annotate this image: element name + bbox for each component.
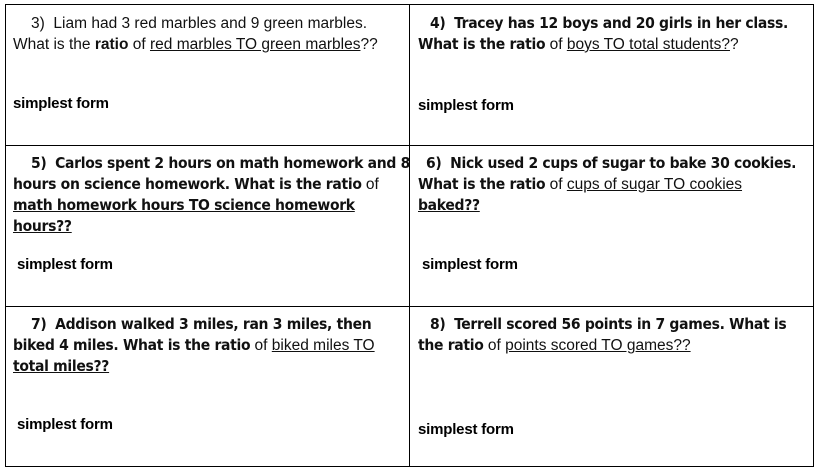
problem-3-line-2: What is the ratio of red marbles TO green marbles?? [13, 36, 378, 53]
problem-4-line-2: What is the ratio of boys TO total students?? [418, 35, 739, 53]
problem-7-line-1: 7) Addison walked 3 miles, ran 3 miles, then [31, 315, 372, 333]
problem-6-ratio-phrase: cups of sugar TO cookies [566, 176, 743, 193]
problem-8-line-1: 8) Terrell scored 56 points in 7 games. What is [430, 315, 787, 333]
problem-4-line-1: 4) Tracey has 12 boys and 20 girls in her class. [430, 14, 788, 32]
problem-5-ratio-phrase: math homework hours TO science homework [13, 196, 355, 214]
problem-6 [418, 153, 810, 216]
problem-7 [13, 314, 408, 377]
problem-3-line-1: 3) Liam had 3 red marbles and 9 green marbles. [31, 15, 368, 32]
problem-7-ratio-phrase: biked miles TO [271, 337, 375, 354]
problem-6-line-2: What is the ratio of cups of sugar TO cookies [418, 175, 743, 193]
problem-5-line-1: 5) Carlos spent 2 hours on math homework and 8 [31, 154, 411, 172]
row-divider-1 [5, 145, 814, 146]
problem-6-line-1: 6) Nick used 2 cups of sugar to bake 30 cookies. [426, 154, 797, 172]
problem-4-ratio-phrase: boys TO total students? [566, 36, 730, 53]
problem-5-ratio-phrase-end: hours?? [13, 217, 72, 235]
problem-8 [418, 314, 810, 356]
problem-5 [13, 153, 411, 237]
problem-6-answer-label: simplest form [422, 256, 518, 273]
problem-5-line-2: hours on science homework. What is the ratio of [13, 175, 379, 193]
problem-3 [13, 13, 408, 55]
problem-3-ratio-phrase: red marbles TO green marbles [149, 36, 361, 53]
problem-7-line-2: biked 4 miles. What is the ratio of biked miles TO [13, 336, 375, 354]
problem-7-line-3 [13, 356, 408, 377]
problem-8-ratio-phrase: points scored TO games?? [505, 337, 691, 354]
problem-7-answer-label: simplest form [17, 416, 113, 433]
problem-5-answer-label: simplest form [17, 256, 113, 273]
column-divider [409, 4, 410, 467]
problem-4-answer-label: simplest form [418, 97, 514, 114]
problem-8-line-2: the ratio of points scored TO games?? [418, 336, 691, 354]
problem-5-line-4 [13, 216, 408, 237]
row-divider-2 [5, 306, 814, 307]
problem-5-line-3 [13, 195, 408, 216]
problem-8-answer-label: simplest form [418, 421, 514, 438]
problem-4 [418, 13, 810, 55]
problem-6-line-3 [418, 195, 810, 216]
problem-3-answer-label: simplest form [13, 95, 109, 112]
problem-6-ratio-phrase-end: baked?? [418, 196, 480, 214]
problem-7-ratio-phrase-end: total miles?? [13, 357, 110, 375]
